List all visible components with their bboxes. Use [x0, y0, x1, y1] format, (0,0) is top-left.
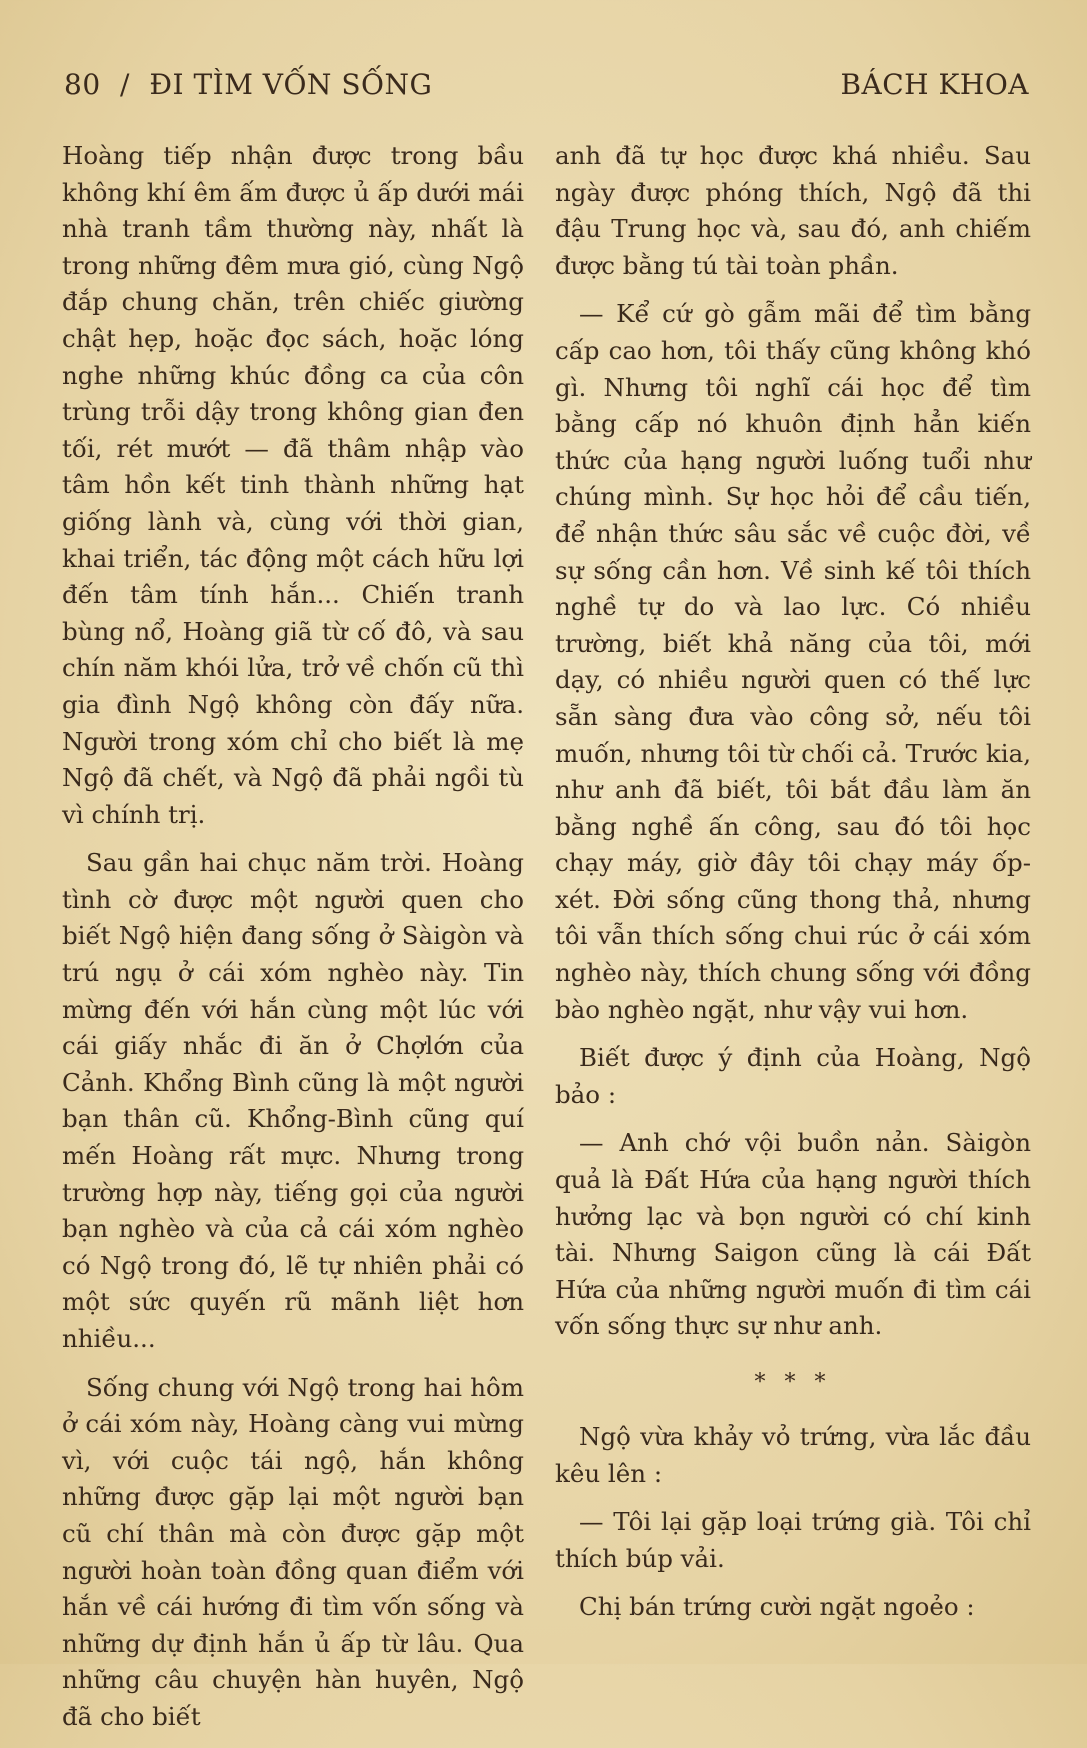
page-number: 80	[64, 68, 101, 101]
article-title: ĐI TÌM VỐN SỐNG	[149, 68, 433, 101]
paragraph: anh đã tự học được khá nhiều. Sau ngày được phóng thích, Ngộ đã thi đậu Trung học và, sau đó, anh chiếm được bằng tú tài toàn phần.	[555, 141, 1031, 280]
paragraph: Sau gần hai chục năm trời. Hoàng tình cờ được một người quen cho biết Ngộ hiện đang sống ở Sàigòn và trú ngụ ở cái xóm nghèo này. Tin mừng đến với hắn cùng một lúc với cái giấy nhắc đi ăn ở Chợlớn của Cảnh. Khổng Bình cũng là một người bạn thân cũ. Khổng-Bình cũng quí mến Hoàng rất mực. Nhưng trong trường hợp này, tiếng gọi của người bạn nghèo và của cả cái xóm nghèo có Ngộ trong đó, lẽ tự nhiên phải có một sức quyến rũ mãnh liệt hơn nhiều...	[62, 848, 524, 1353]
paragraph: — Tôi lại gặp loại trứng già. Tôi chỉ thích búp vải.	[555, 1507, 1031, 1573]
paragraph: Biết được ý định của Hoàng, Ngộ bảo :	[555, 1043, 1031, 1109]
paragraph: — Kể cứ gò gẫm mãi để tìm bằng cấp cao hơn, tôi thấy cũng không khó gì. Nhưng tôi nghĩ cái học để tìm bằng cấp nó khuôn định hẳn kiến thức của hạng người luống tuổi như chúng mình. Sự học hỏi để cầu tiến, để nhận thức sâu sắc về cuộc đời, về sự sống cần hơn. Về sinh kế tôi thích nghề tự do và lao lực. Có nhiều trường, biết khả năng của tôi, mới dạy, có nhiều người quen có thế lực sẵn sàng đưa vào công sở, nếu tôi muốn, nhưng tôi từ chối cả. Trước kia, như anh đã biết, tôi bắt đầu làm ăn bằng nghề ấn công, sau đó tôi học chạy máy, giờ đây tôi chạy máy ốp-xét. Đời sống cũng thong thả, nhưng tôi vẫn thích sống chui rúc ở cái xóm nghèo này, thích chung sống với đồng bào nghèo ngặt, như vậy vui hơn.	[555, 299, 1031, 1024]
paragraph: Chị bán trứng cười ngặt ngoẻo :	[579, 1592, 975, 1622]
page-header	[64, 68, 1029, 101]
paragraph: Ngộ vừa khảy vỏ trứng, vừa lắc đầu kêu lên :	[555, 1422, 1031, 1488]
section-separator: * * *	[754, 1370, 832, 1395]
header-separator: /	[120, 68, 130, 101]
header-left	[64, 68, 442, 101]
paragraph: Hoàng tiếp nhận được trong bầu không khí êm ấm được ủ ấp dưới mái nhà tranh tầm thường này, nhất là trong những đêm mưa gió, cùng Ngộ đắp chung chăn, trên chiếc giường chật hẹp, hoặc đọc sách, hoặc lóng nghe những khúc đồng ca của côn trùng trỗi dậy trong không gian đen tối, rét mướt — đã thâm nhập vào tâm hồn kết tinh thành những hạt giống lành và, cùng với thời gian, khai triển, tác động một cách hữu lợi đến tâm tính hắn... Chiến tranh bùng nổ, Hoàng giã từ cố đô, và sau chín năm khói lửa, trở về chốn cũ thì gia đình Ngộ không còn đấy nữa. Người trong xóm chỉ cho biết là mẹ Ngộ đã chết, và Ngộ đã phải ngồi tù vì chính trị.	[62, 141, 524, 829]
right-column	[555, 138, 1031, 1638]
paragraph: — Anh chớ vội buồn nản. Sàigòn quả là Đất Hứa của hạng người thích hưởng lạc và bọn người có chí kinh tài. Nhưng Saigon cũng là cái Đất Hứa của những người muốn đi tìm cái vốn sống thực sự như anh.	[555, 1128, 1031, 1341]
left-column	[62, 138, 524, 1748]
paragraph: Sống chung với Ngộ trong hai hôm ở cái xóm này, Hoàng càng vui mừng vì, với cuộc tái ngộ, hắn không những được gặp lại một người bạn cũ chí thân mà còn được gặp một người hoàn toàn đồng quan điểm với hắn về cái hướng đi tìm vốn sống và những dự định hắn ủ ấp từ lâu. Qua những câu chuyện hàn huyên, Ngộ đã cho biết	[62, 1372, 524, 1731]
magazine-name: BÁCH KHOA	[840, 68, 1029, 101]
